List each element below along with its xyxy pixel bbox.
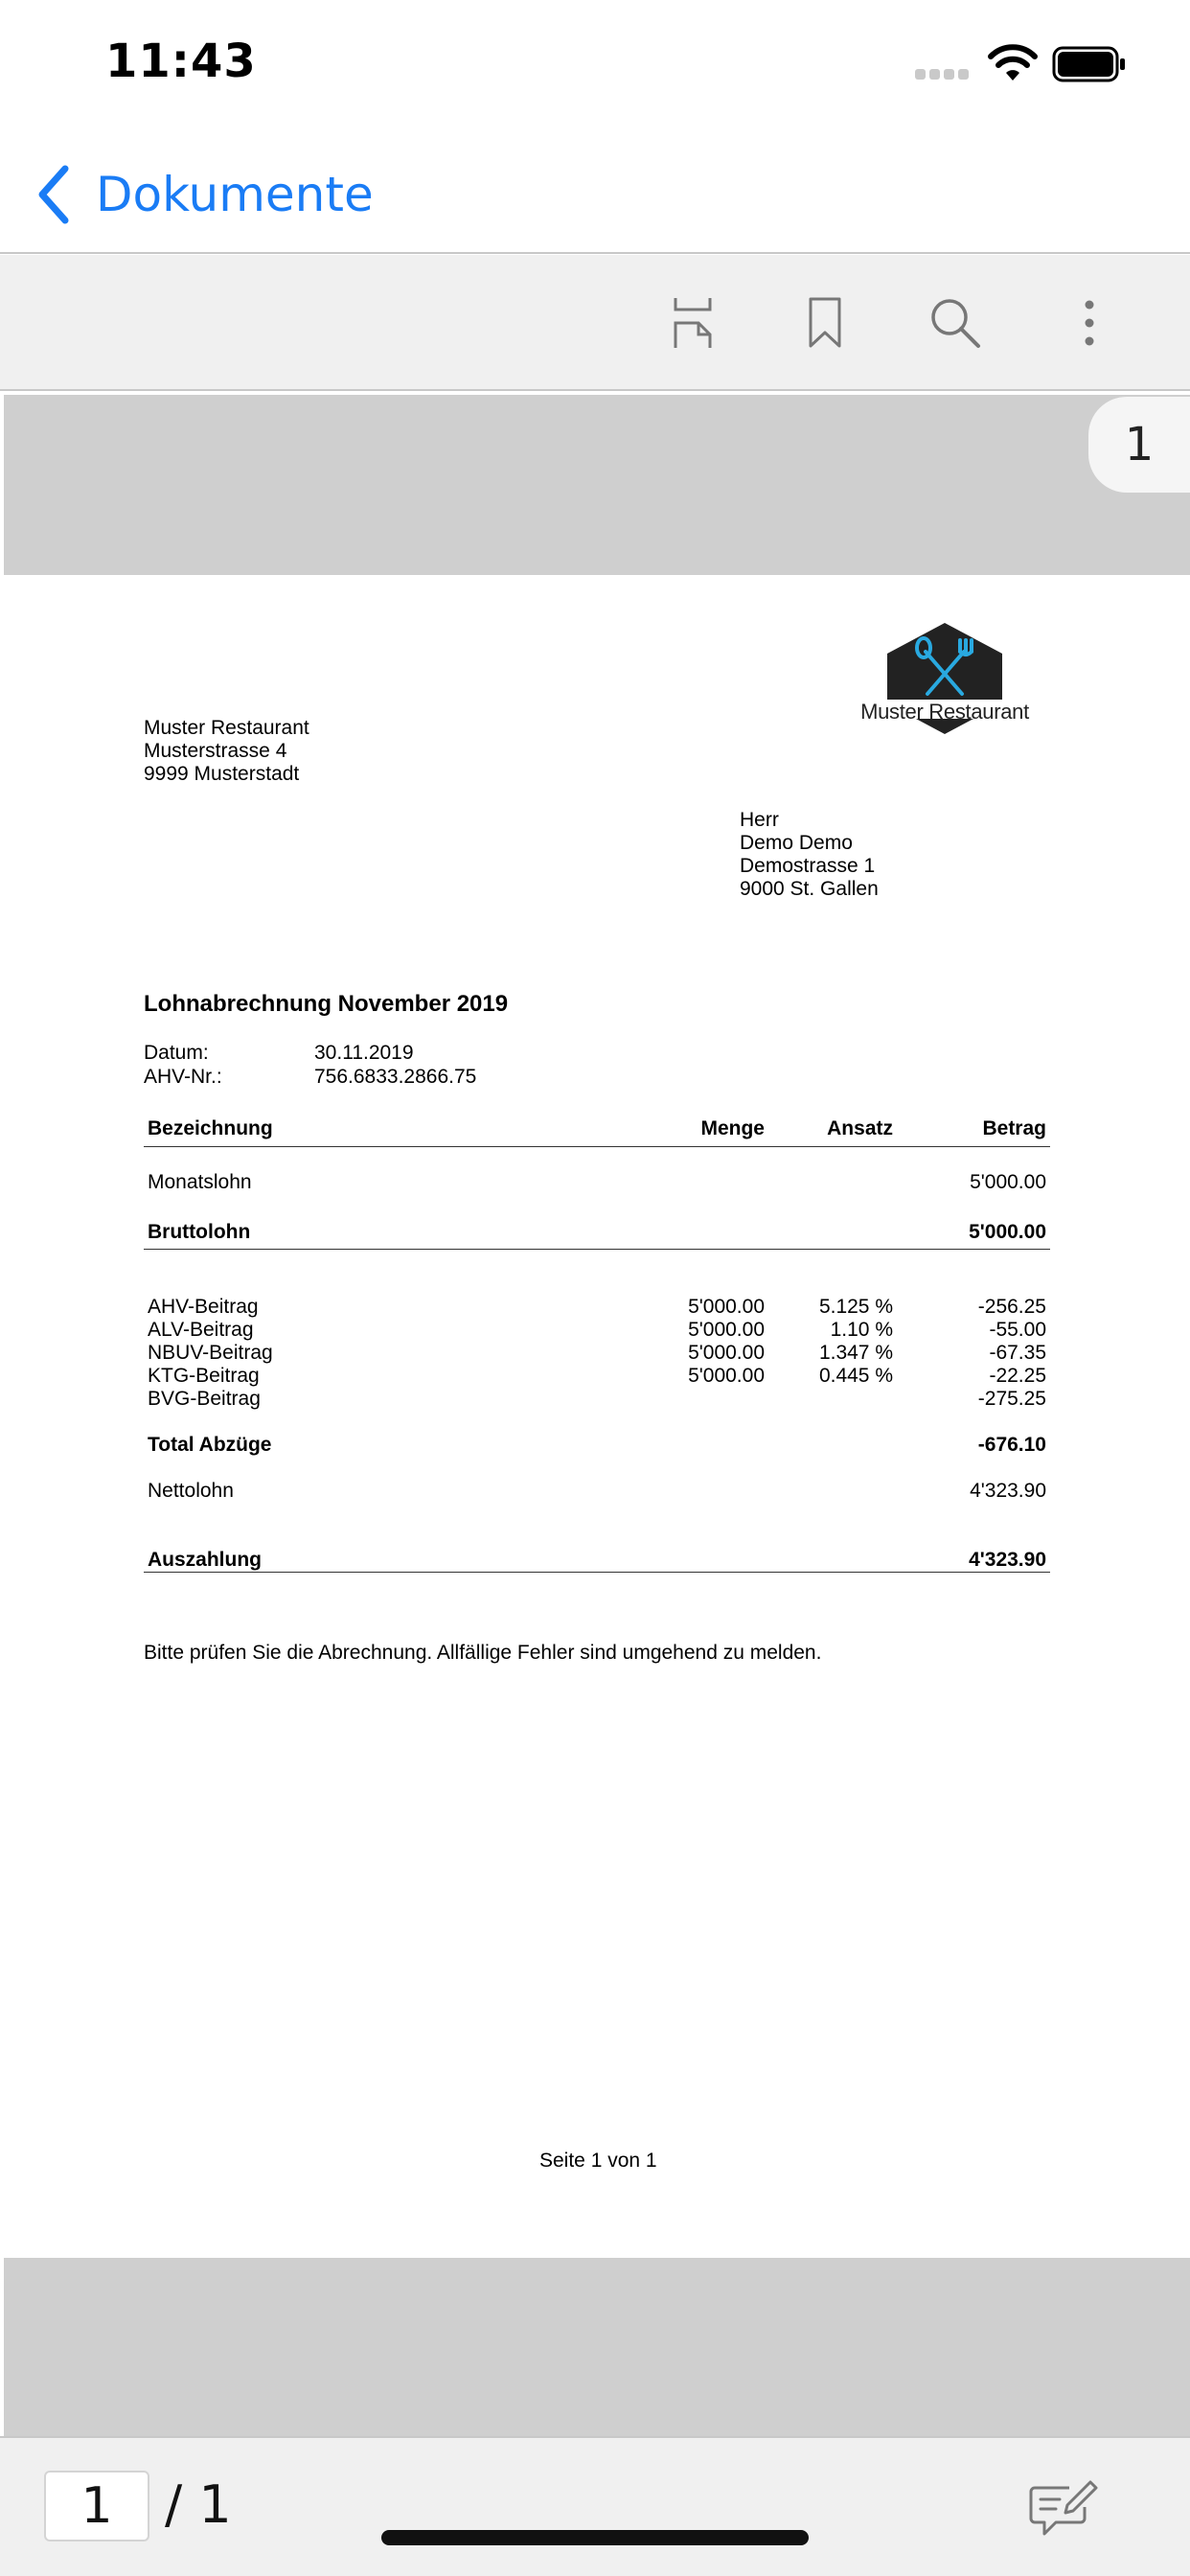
recipient-salutation: Herr [740,809,779,831]
total-abzuege-betrag: -676.10 [977,1434,1046,1456]
bottom-bar [0,2436,1190,2576]
document-title: Lohnabrechnung November 2019 [144,991,509,1017]
viewer-background-top [4,395,1190,575]
view-mode-button[interactable] [661,291,724,355]
date-label: Datum: [144,1042,209,1064]
more-options-button[interactable] [1058,291,1121,355]
document-page[interactable] [4,575,1190,2258]
date-value: 30.11.2019 [314,1042,414,1064]
bookmark-icon [806,296,844,350]
status-time: 11:43 [105,34,257,88]
table-row-betrag: -256.25 [977,1296,1046,1318]
ahv-label: AHV-Nr.: [144,1066,222,1088]
table-row-label: AHV-Beitrag [148,1296,259,1318]
auszahlung-label: Auszahlung [148,1549,262,1571]
auszahlung-betrag: 4'323.90 [969,1549,1046,1571]
pdf-toolbar [0,255,1190,391]
ahv-value: 756.6833.2866.75 [314,1066,477,1088]
cellular-signal-icon [915,69,969,82]
page-number-input[interactable]: 1 [44,2471,149,2542]
table-row-betrag: -55.00 [989,1319,1046,1341]
table-row-betrag: -67.35 [989,1342,1046,1364]
page-view-icon [672,296,714,350]
annotate-button[interactable] [1027,2476,1100,2540]
table-row-label: BVG-Beitrag [148,1388,261,1410]
bruttolohn-label: Bruttolohn [148,1221,251,1243]
battery-icon [1052,46,1127,82]
bruttolohn-divider [144,1249,1050,1250]
table-row-ansatz: 5.125 % [818,1296,893,1318]
table-row-menge: 5'000.00 [688,1342,765,1364]
table-row-menge: 5'000.00 [688,1296,765,1318]
nettolohn-betrag: 4'323.90 [970,1480,1046,1502]
table-row-label: KTG-Beitrag [148,1365,260,1387]
navigation-bar [0,125,1190,254]
table-row-label: ALV-Beitrag [148,1319,254,1341]
table-row-menge: 5'000.00 [688,1365,765,1387]
header-divider [144,1146,1050,1147]
auszahlung-divider [144,1572,1050,1573]
table-row-ansatz: 1.10 % [830,1319,893,1341]
table-row-ansatz: 1.347 % [818,1342,893,1364]
header-ansatz: Ansatz [827,1117,893,1139]
bookmark-button[interactable] [793,291,857,355]
monatslohn-betrag: 5'000.00 [970,1171,1046,1193]
total-abzuege-label: Total Abzüge [148,1434,272,1456]
recipient-street: Demostrasse 1 [740,855,876,877]
search-icon [928,296,982,350]
sender-street: Musterstrasse 4 [144,740,287,762]
annotate-icon [1027,2476,1100,2540]
table-row-menge: 5'000.00 [688,1319,765,1341]
header-menge: Menge [700,1117,765,1139]
logo-text: Muster Restaurant [860,700,1029,724]
wifi-icon [987,44,1039,82]
page-number-badge: 1 [1088,397,1190,493]
chevron-left-icon [34,165,73,224]
page-footer: Seite 1 von 1 [539,2150,657,2172]
sender-name: Muster Restaurant [144,717,309,739]
viewer-background-bottom [4,2258,1190,2436]
header-betrag: Betrag [982,1117,1046,1139]
bruttolohn-betrag: 5'000.00 [969,1221,1046,1243]
more-vertical-icon [1082,299,1097,347]
table-row-label: NBUV-Beitrag [148,1342,273,1364]
back-label: Dokumente [96,167,374,222]
monatslohn-label: Monatslohn [148,1171,252,1193]
status-bar [0,0,1190,125]
table-row-ansatz: 0.445 % [818,1365,893,1387]
table-row-betrag: -22.25 [989,1365,1046,1387]
search-button[interactable] [924,291,987,355]
document-note: Bitte prüfen Sie die Abrechnung. Allfällige Fehler sind umgehend zu melden. [144,1642,822,1664]
home-indicator [381,2530,809,2545]
nettolohn-label: Nettolohn [148,1480,234,1502]
recipient-name: Demo Demo [740,832,853,854]
sender-city: 9999 Musterstadt [144,763,300,785]
header-bezeichnung: Bezeichnung [148,1117,273,1139]
back-button[interactable] [34,161,374,228]
recipient-city: 9000 St. Gallen [740,878,879,900]
table-row-betrag: -275.25 [977,1388,1046,1410]
page-total: / 1 [165,2474,232,2535]
